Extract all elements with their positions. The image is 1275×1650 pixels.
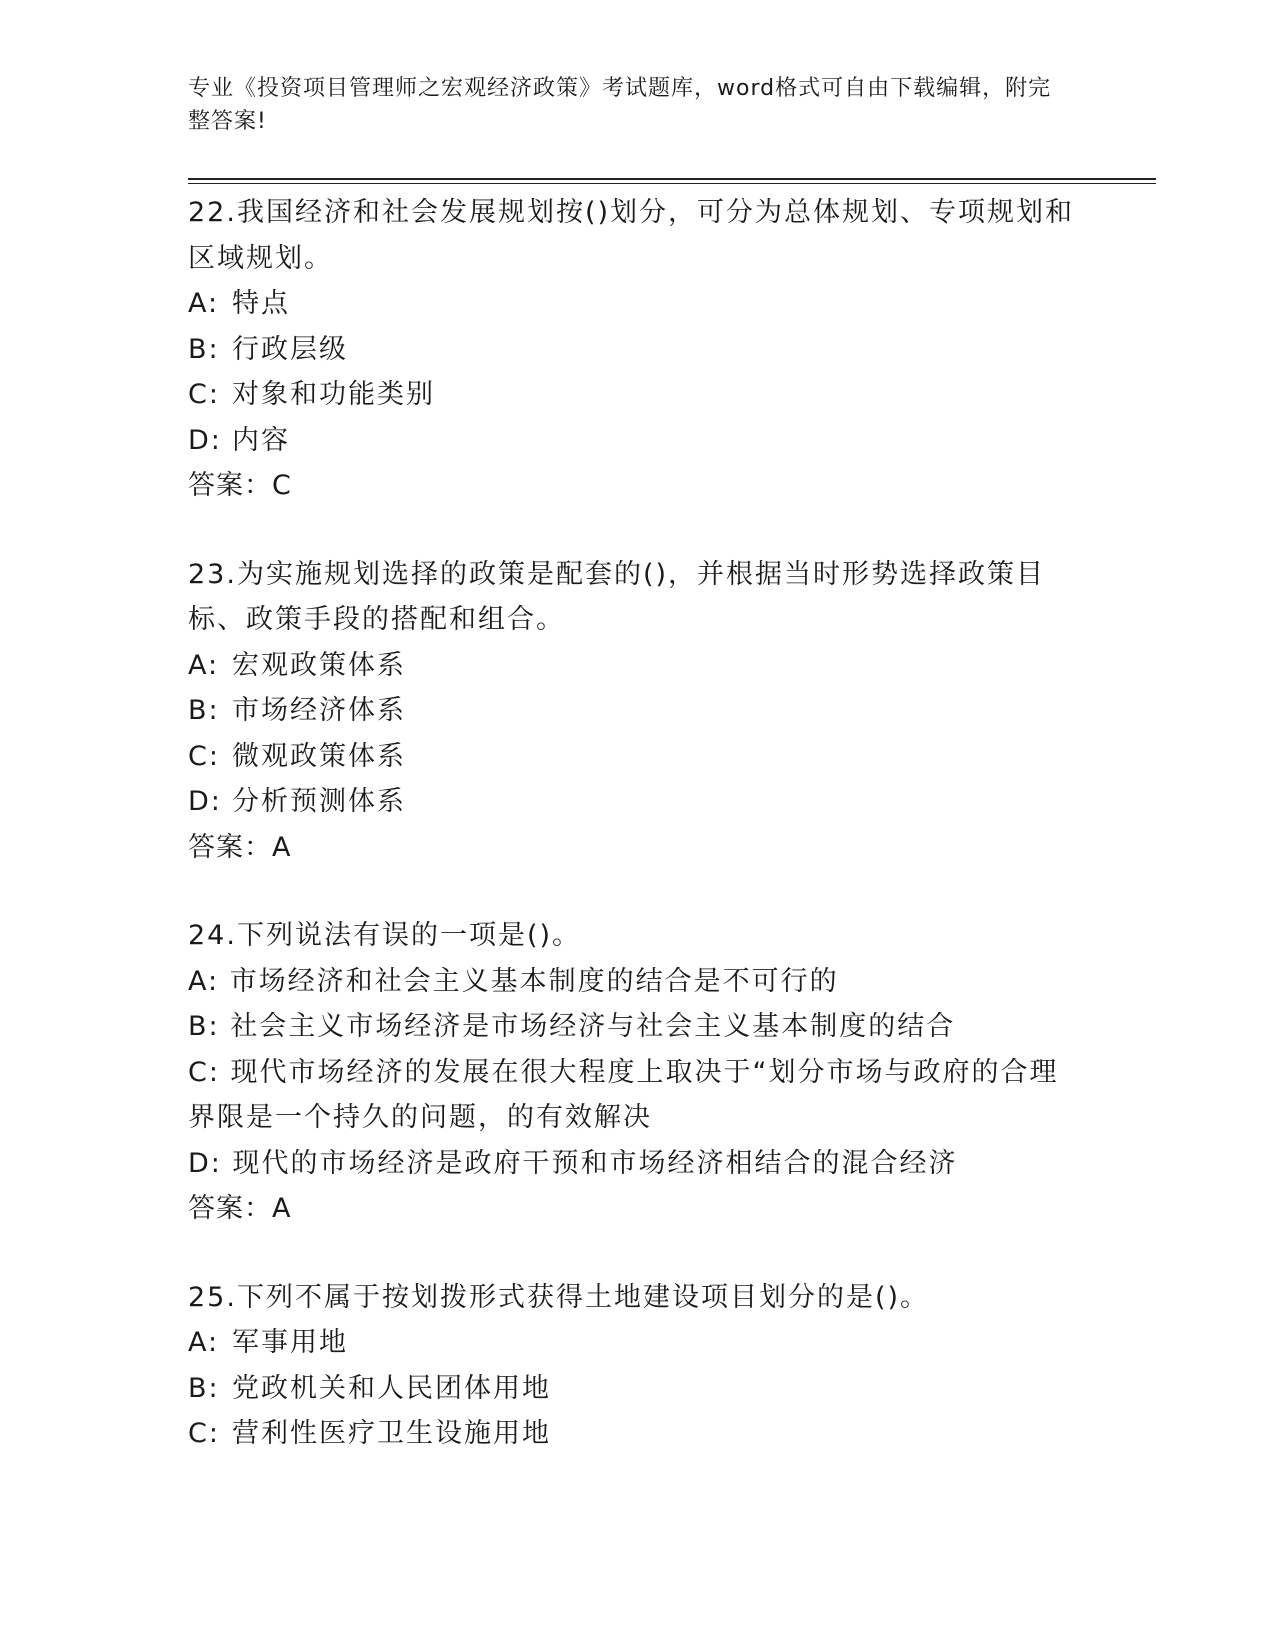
option-a — [188, 959, 1078, 1005]
option-letter: B: — [188, 1011, 220, 1042]
question-24 — [188, 913, 1078, 1232]
option-letter: D: — [188, 786, 222, 817]
header-divider-thin — [188, 183, 1156, 184]
option-text: 分析预测体系 — [232, 786, 406, 817]
option-text: 市场经济体系 — [232, 695, 406, 726]
answer-line: 答案：C — [188, 470, 292, 501]
option-text: 现代市场经济的发展在很大程度上取决于“划分市场与政府的合理界限是一个持久的问题，的有效解决 — [188, 1056, 1059, 1133]
option-text: 微观政策体系 — [232, 740, 406, 772]
question-22 — [188, 190, 1078, 509]
option-d — [188, 418, 1078, 464]
question-text: 22.我国经济和社会发展规划按()划分，可分为总体规划、专项规划和区域规划。 — [188, 197, 1075, 274]
option-a — [188, 1320, 1078, 1366]
option-letter: B: — [188, 333, 220, 365]
option-a — [188, 281, 1078, 327]
option-letter: C: — [188, 1056, 220, 1088]
question-text: 25.下列不属于按划拨形式获得土地建设项目划分的是()。 — [188, 1281, 930, 1313]
option-letter: A: — [188, 1327, 220, 1358]
answer-line: 答案：A — [188, 1193, 292, 1224]
option-letter: D: — [188, 1147, 222, 1179]
option-letter: C: — [188, 379, 220, 410]
question-list — [188, 190, 1078, 1500]
document-header — [188, 72, 1068, 138]
option-text: 特点 — [232, 288, 290, 319]
question-text: 23.为实施规划选择的政策是配套的()，并根据当时形势选择政策目标、政策手段的搭配和组合。 — [188, 558, 1046, 635]
option-text: 行政层级 — [232, 333, 348, 365]
option-letter: A: — [188, 288, 220, 319]
option-text: 宏观政策体系 — [232, 649, 406, 681]
option-text: 内容 — [232, 424, 290, 456]
question-25 — [188, 1275, 1078, 1457]
option-text: 党政机关和人民团体用地 — [232, 1372, 551, 1404]
option-b — [188, 688, 1078, 734]
header-divider-thick — [188, 178, 1156, 180]
option-b — [188, 1366, 1078, 1412]
option-letter: C: — [188, 1418, 220, 1449]
option-text: 社会主义市场经济是市场经济与社会主义基本制度的结合 — [230, 1011, 956, 1042]
option-c — [188, 1411, 1078, 1457]
question-23 — [188, 552, 1078, 871]
option-letter: B: — [188, 695, 220, 726]
option-letter: B: — [188, 1372, 220, 1404]
option-letter: A: — [188, 965, 220, 997]
option-c — [188, 734, 1078, 780]
option-text: 军事用地 — [232, 1327, 348, 1358]
option-letter: A: — [188, 649, 220, 681]
question-text: 24.下列说法有误的一项是()。 — [188, 920, 582, 951]
option-letter: C: — [188, 740, 220, 772]
option-text: 市场经济和社会主义基本制度的结合是不可行的 — [229, 965, 839, 997]
option-c — [188, 372, 1078, 418]
option-letter: D: — [188, 424, 222, 456]
option-d — [188, 1141, 1078, 1187]
header-intro-text: 专业《投资项目管理师之宏观经济政策》考试题库，word格式可自由下载编辑，附完整答案! — [188, 76, 1052, 134]
option-b — [188, 327, 1078, 373]
option-d — [188, 779, 1078, 825]
answer-line: 答案：A — [188, 831, 292, 863]
option-text: 现代的市场经济是政府干预和市场经济相结合的混合经济 — [232, 1147, 958, 1179]
option-text: 营利性医疗卫生设施用地 — [232, 1418, 551, 1449]
option-b — [188, 1004, 1078, 1050]
option-text: 对象和功能类别 — [232, 379, 435, 410]
option-a — [188, 643, 1078, 689]
option-c — [188, 1050, 1078, 1141]
